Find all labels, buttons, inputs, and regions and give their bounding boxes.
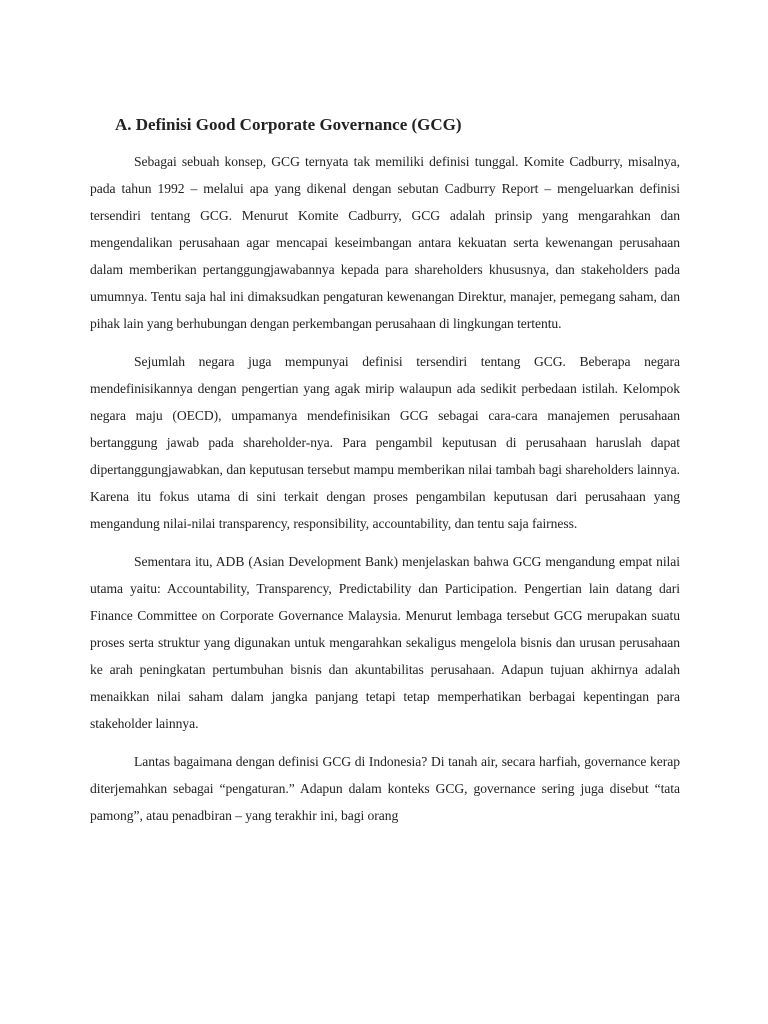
paragraph-oecd: Sejumlah negara juga mempunyai definisi tersendiri tentang GCG. Beberapa negara mendefinisikannya dengan pengertian yang agak mirip walaupun ada sedikit perbedaan istilah. Kelompok negara maju (OECD), umpamanya mendefinisikan GCG sebagai cara-cara manajemen perusahaan bertanggung jawab pada shareholder-nya. Para pengambil keputusan di perusahaan haruslah dapat dipertanggungjawabkan, dan keputusan tersebut mampu memberikan nilai tambah bagi shareholders lainnya. Karena itu fokus utama di sini terkait dengan proses pengambilan keputusan dari perusahaan yang mengandung nilai-nilai transparency, responsibility, accountability, dan tentu saja fairness. <box>90 354 680 531</box>
section-heading: A. Definisi Good Corporate Governance (GCG) <box>115 115 462 134</box>
paragraph-adb: Sementara itu, ADB (Asian Development Bank) menjelaskan bahwa GCG mengandung empat nilai utama yaitu: Accountability, Transparency, Predictability dan Participation. Pengertian lain datang dari Finance Committee on Corporate Governance Malaysia. Menurut lembaga tersebut GCG merupakan suatu proses serta struktur yang digunakan untuk mengarahkan sekaligus mengelola bisnis dan urusan perusahaan ke arah peningkatan pertumbuhan bisnis dan akuntabilitas perusahaan. Adapun tujuan akhirnya adalah menaikkan nilai saham dalam jangka panjang tetapi tetap memperhatikan berbagai kepentingan para stakeholder lainnya. <box>90 554 680 731</box>
paragraph-cadburry: Sebagai sebuah konsep, GCG ternyata tak memiliki definisi tunggal. Komite Cadburry, misalnya, pada tahun 1992 – melalui apa yang dikenal dengan sebutan Cadburry Report – mengeluarkan definisi tersendiri tentang GCG. Menurut Komite Cadburry, GCG adalah prinsip yang mengarahkan dan mengendalikan perusahaan agar mencapai keseimbangan antara kekuatan serta kewenangan perusahaan dalam memberikan pertanggungjawabannya kepada para shareholders khususnya, dan stakeholders pada umumnya. Tentu saja hal ini dimaksudkan pengaturan kewenangan Direktur, manajer, pemegang saham, dan pihak lain yang berhubungan dengan perkembangan perusahaan di lingkungan tertentu. <box>90 154 680 331</box>
document-page <box>90 112 680 840</box>
paragraph-indonesia: Lantas bagaimana dengan definisi GCG di Indonesia? Di tanah air, secara harfiah, governance kerap diterjemahkan sebagai “pengaturan.” Adapun dalam konteks GCG, governance sering juga disebut “tata pamong”, atau penadbiran – yang terakhir ini, bagi orang <box>90 754 680 823</box>
